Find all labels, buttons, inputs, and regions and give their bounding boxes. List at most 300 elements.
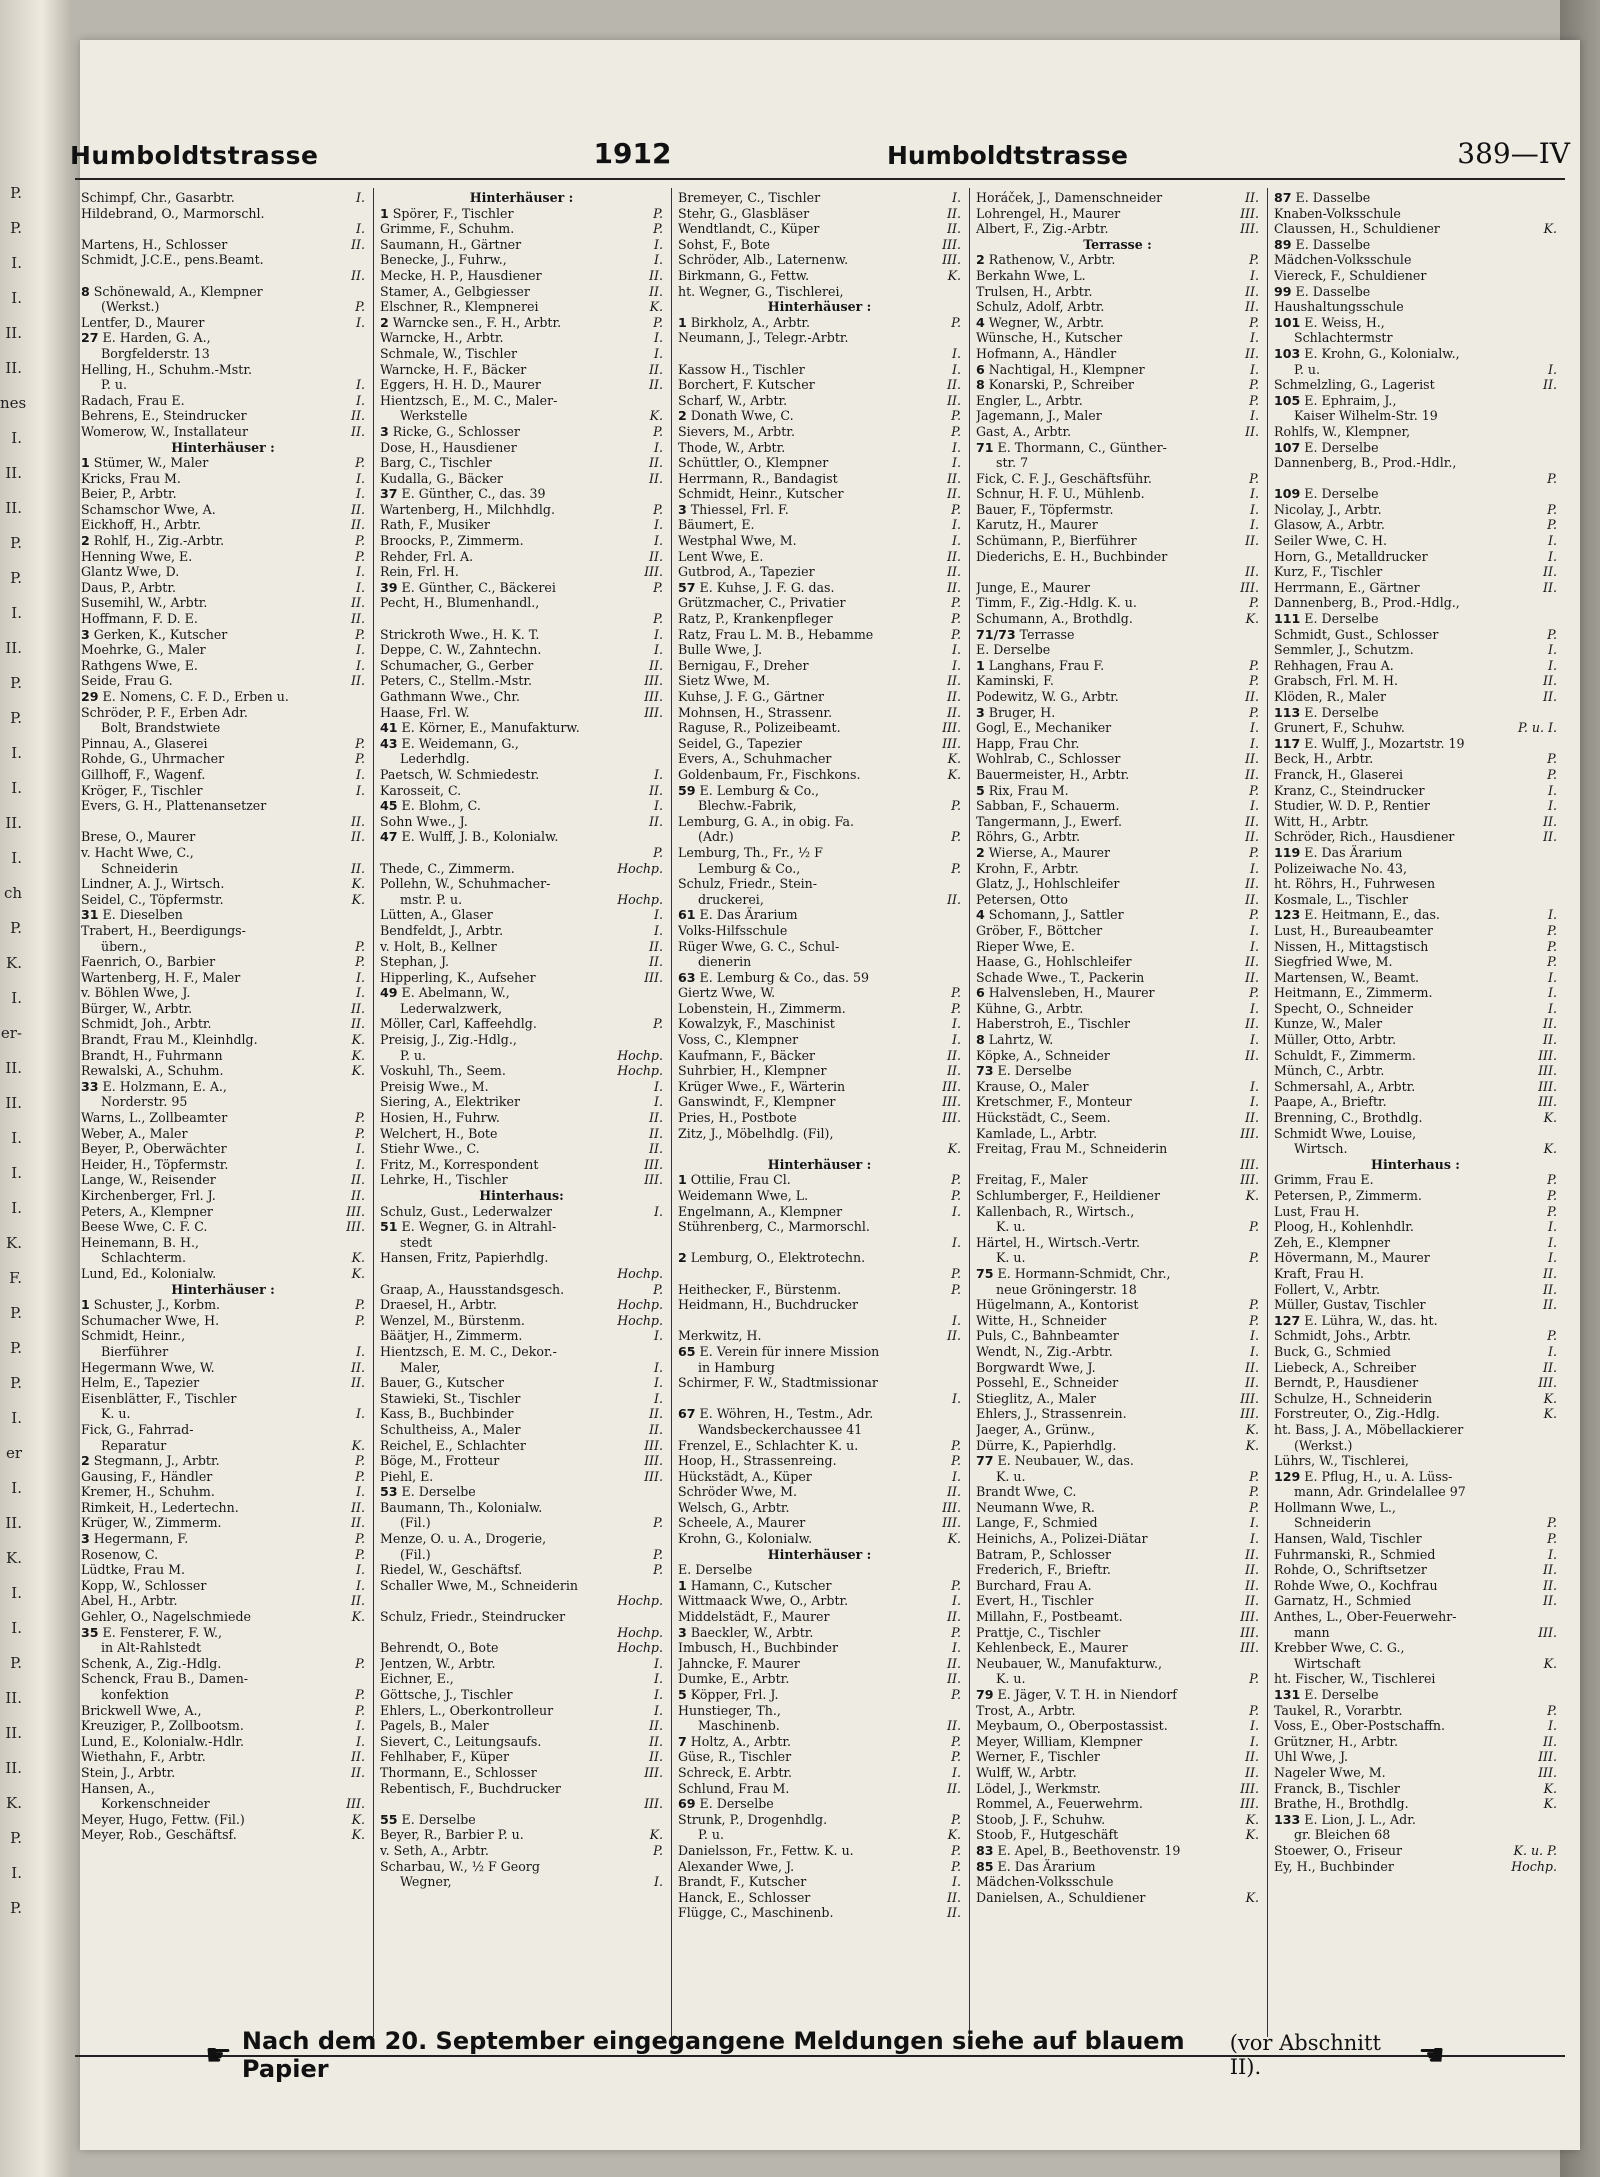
house-number: 133 — [1274, 1811, 1301, 1827]
floor-marker: III. — [1240, 1172, 1259, 1188]
floor-marker — [1553, 736, 1557, 752]
resident-entry — [1274, 1765, 1557, 1781]
resident-entry — [976, 1438, 1259, 1454]
resident-entry — [81, 517, 365, 533]
entry-text: Kurz, F., Tischler — [1274, 564, 1383, 580]
floor-marker: P. — [1547, 1172, 1557, 1188]
entry-text: Gogl, E., Mechaniker — [976, 720, 1112, 736]
entry-text: Fehlhaber, F., Küper — [380, 1749, 509, 1765]
entry-text: Eickhoff, H., Arbtr. — [81, 517, 201, 533]
entry-text: Mädchen-Volksschule — [976, 1874, 1114, 1890]
entry-text: Schlachtermstr — [1294, 330, 1393, 346]
resident-entry — [81, 1578, 365, 1594]
entry-text: Jagemann, J., Maler — [976, 408, 1102, 424]
floor-marker — [361, 346, 365, 362]
floor-marker: II. — [947, 221, 961, 237]
floor-marker: II. — [947, 1655, 961, 1671]
entry-text: Brandt, F., Kutscher — [678, 1874, 807, 1890]
floor-marker — [659, 595, 663, 611]
house-number: 3 — [678, 1624, 687, 1640]
resident-entry — [976, 1796, 1259, 1812]
entry-text: Holtz, A., Arbtr. — [690, 1733, 792, 1749]
entry-text: Wandsbeckerchaussee 41 — [698, 1421, 863, 1437]
entry-text: in Alt-Rahlstedt — [101, 1640, 202, 1656]
pointing-hand-left-icon: ☛ — [205, 2037, 232, 2073]
entry-text: Timm, F., Zig.-Hdlg. K. u. — [976, 595, 1137, 611]
resident-entry — [1274, 252, 1557, 268]
house-number: 45 — [380, 798, 398, 814]
edge-mark: K. — [6, 1549, 22, 1567]
house-number: 41 — [380, 720, 398, 736]
floor-marker: I. — [1250, 1000, 1259, 1016]
entry-text: Franck, H., Glaserei — [1274, 766, 1404, 782]
resident-entry — [1274, 455, 1557, 471]
floor-marker: III. — [644, 1437, 663, 1453]
floor-marker: I. — [952, 1593, 961, 1609]
floor-marker: II. — [649, 1125, 663, 1141]
floor-marker: II. — [351, 673, 365, 689]
house-entry — [976, 985, 1259, 1001]
entry-text: Nageler Wwe, M. — [1274, 1764, 1386, 1780]
floor-marker: II. — [351, 236, 365, 252]
resident-entry — [380, 1001, 663, 1017]
entry-text: Lund, E., Kolonialw.-Hdlr. — [81, 1733, 245, 1749]
entry-text: Güse, R., Tischler — [678, 1749, 792, 1765]
entry-text: Sievert, C., Leitungsaufs. — [380, 1733, 542, 1749]
entry-text: Lahrtz, W. — [988, 1032, 1054, 1048]
header-year: 1912 — [593, 137, 672, 170]
floor-marker: P. — [1249, 377, 1259, 393]
house-number: 85 — [976, 1858, 994, 1874]
floor-marker: I. — [654, 1390, 663, 1406]
floor-marker — [659, 736, 663, 752]
floor-marker: I. — [654, 626, 663, 642]
entry-text: Herrmann, E., Gärtner — [1274, 579, 1420, 595]
resident-entry — [81, 393, 365, 409]
resident-entry — [976, 1126, 1259, 1142]
resident-entry — [1274, 1438, 1557, 1454]
resident-entry — [976, 1016, 1259, 1032]
resident-entry — [81, 845, 365, 861]
floor-marker: K. — [351, 1032, 365, 1048]
resident-entry — [976, 455, 1259, 471]
floor-marker: I. — [356, 1406, 365, 1422]
resident-entry — [976, 1001, 1259, 1017]
header-right-street: Humboldtstrasse — [886, 141, 1128, 170]
floor-marker: III. — [644, 689, 663, 704]
resident-entry — [678, 1110, 961, 1126]
entry-text: Rüger Wwe, G. C., Schul- — [678, 938, 840, 954]
entry-text: Bauermeister, H., Arbtr. — [976, 766, 1130, 782]
entry-text: Brandt, Frau M., Kleinhdlg. — [81, 1032, 258, 1048]
floor-marker: P. — [1249, 1297, 1259, 1313]
resident-entry — [380, 1344, 663, 1360]
entry-text: Stamer, A., Gelbgiesser — [380, 283, 530, 299]
resident-entry — [81, 252, 365, 268]
floor-marker: K. — [947, 267, 961, 283]
resident-entry — [678, 1328, 961, 1344]
floor-marker: II. — [947, 891, 961, 907]
entry-text: Lange, F., Schmied — [976, 1515, 1098, 1531]
entry-text: Liebeck, A., Schreiber — [1274, 1359, 1416, 1375]
floor-marker: I. — [1548, 1718, 1557, 1734]
resident-entry — [976, 393, 1259, 409]
resident-entry — [380, 252, 663, 268]
entry-text: Schröder Wwe, M. — [678, 1484, 798, 1500]
section-heading-text: Hinterhäuser : — [767, 1546, 872, 1562]
edge-mark: II. — [5, 359, 22, 377]
house-entry — [81, 907, 365, 923]
floor-marker: I. — [654, 533, 663, 549]
floor-marker: II. — [649, 283, 663, 299]
floor-marker — [957, 939, 961, 955]
resident-entry — [380, 1609, 663, 1625]
resident-entry — [380, 673, 663, 689]
entry-text: Dumke, E., Arbtr. — [678, 1671, 790, 1687]
house-entry — [380, 424, 663, 440]
resident-entry — [1274, 1126, 1557, 1142]
entry-text: Krebber Wwe, C. G., — [1274, 1640, 1405, 1656]
floor-marker: I. — [356, 579, 365, 595]
floor-marker: I. — [1548, 533, 1557, 549]
floor-marker: I. — [356, 782, 365, 798]
entry-text: Behrendt, O., Bote — [380, 1640, 499, 1656]
entry-text: Mädchen-Volksschule — [1274, 252, 1412, 268]
entry-text: Baumann, Th., Kolonialw. — [380, 1499, 543, 1515]
floor-marker: III. — [1240, 1624, 1259, 1640]
floor-marker — [957, 1796, 961, 1812]
house-entry — [81, 1079, 365, 1095]
floor-marker — [957, 923, 961, 939]
entry-text: Rosenow, C. — [81, 1546, 159, 1562]
edge-mark: K. — [6, 1234, 22, 1252]
house-entry — [678, 1250, 961, 1266]
resident-entry — [81, 658, 365, 674]
resident-entry — [380, 408, 663, 424]
resident-entry — [1274, 673, 1557, 689]
entry-text: ht. Wegner, G., Tischlerei, — [678, 283, 844, 299]
floor-marker: I. — [654, 1328, 663, 1344]
floor-marker: I. — [654, 922, 663, 938]
floor-marker: I. — [1250, 1078, 1259, 1094]
resident-entry — [81, 923, 365, 939]
entry-text: Rehder, Frl. A. — [380, 548, 474, 564]
floor-marker: III. — [942, 1515, 961, 1531]
floor-marker: I. — [356, 1343, 365, 1359]
resident-entry — [1274, 1859, 1557, 1875]
entry-text: Konarski, P., Schreiber — [988, 377, 1134, 393]
resident-entry — [380, 1859, 663, 1875]
floor-marker: P. — [1547, 1531, 1557, 1547]
floor-marker: I. — [654, 1078, 663, 1094]
entry-text: Wendtlandt, C., Küper — [678, 221, 820, 237]
floor-marker: II. — [1245, 1764, 1259, 1780]
resident-entry — [81, 970, 365, 986]
floor-marker: Hochp. — [617, 1297, 663, 1313]
resident-entry — [1274, 1344, 1557, 1360]
floor-marker: III. — [644, 1172, 663, 1188]
resident-entry — [678, 1562, 961, 1578]
floor-marker — [361, 1422, 365, 1438]
edge-mark: I. — [11, 989, 22, 1007]
floor-marker: II. — [947, 1671, 961, 1687]
section-heading-text: Hinterhaus : — [1371, 1156, 1460, 1172]
edge-mark: I. — [11, 744, 22, 762]
floor-marker — [957, 1250, 961, 1266]
entry-text: Hofmann, A., Händler — [976, 345, 1117, 361]
floor-marker: P. — [355, 938, 365, 954]
resident-entry — [81, 299, 365, 315]
floor-marker: P. — [1249, 844, 1259, 860]
house-entry — [380, 206, 663, 222]
entry-text: E. Derselbe — [1304, 704, 1379, 720]
resident-entry — [1274, 627, 1557, 643]
resident-entry — [81, 1827, 365, 1843]
entry-text: Schümann, P., Bierführer — [976, 533, 1137, 549]
floor-marker: I. — [1250, 1328, 1259, 1344]
resident-entry — [81, 1703, 365, 1719]
entry-text: E. Ephraim, J., — [1304, 392, 1397, 408]
floor-marker: II. — [1245, 564, 1259, 580]
resident-entry — [380, 268, 663, 284]
entry-text: Birkholz, A., Arbtr. — [690, 314, 811, 330]
resident-entry — [380, 1328, 663, 1344]
edge-mark: K. — [6, 954, 22, 972]
floor-marker: III. — [1240, 1796, 1259, 1812]
floor-marker: I. — [952, 1203, 961, 1219]
entry-text: Riedel, W., Geschäftsf. — [380, 1562, 523, 1578]
resident-entry — [380, 1141, 663, 1157]
edge-mark: P. — [10, 569, 22, 587]
floor-marker: II. — [1543, 1032, 1557, 1048]
section-heading — [678, 1547, 961, 1563]
floor-marker: III. — [942, 1094, 961, 1110]
resident-entry — [81, 1781, 365, 1797]
entry-text: Menze, O. u. A., Drogerie, — [380, 1531, 547, 1547]
floor-marker: III. — [1240, 205, 1259, 221]
floor-marker: III. — [644, 969, 663, 985]
resident-entry — [678, 1609, 961, 1625]
resident-entry — [976, 299, 1259, 315]
entry-text: Schröder, P. F., Erben Adr. — [81, 704, 248, 720]
entry-text: E. Krohn, G., Kolonialw., — [1304, 345, 1460, 361]
floor-marker: I. — [356, 377, 365, 393]
floor-marker: K. — [351, 891, 365, 907]
resident-entry — [1274, 1250, 1557, 1266]
floor-marker — [957, 1219, 961, 1235]
floor-marker: I. — [356, 969, 365, 985]
resident-entry — [81, 798, 365, 814]
resident-entry — [678, 1297, 961, 1313]
floor-marker — [957, 814, 961, 830]
resident-entry — [678, 1235, 961, 1251]
entry-text: Scharf, W., Arbtr. — [678, 392, 788, 408]
house-number: 2 — [678, 1250, 687, 1266]
entry-text: Peters, C., Stellm.-Mstr. — [380, 673, 533, 689]
section-heading-text: Hinterhäuser : — [171, 1281, 275, 1297]
entry-text: Beyer, P., Oberwächter — [81, 1141, 227, 1157]
floor-marker: I. — [1250, 735, 1259, 751]
resident-entry — [81, 1593, 365, 1609]
floor-marker: III. — [1538, 1063, 1557, 1079]
resident-entry — [81, 1375, 365, 1391]
floor-marker: I. — [654, 1874, 663, 1890]
directory-column-5 — [1267, 188, 1565, 2037]
floor-marker: I. — [1548, 907, 1557, 923]
floor-marker: II. — [947, 564, 961, 580]
house-entry — [976, 1453, 1259, 1469]
house-number: 49 — [380, 985, 398, 1001]
entry-text: mann — [1294, 1624, 1330, 1640]
entry-text: Kehlenbeck, E., Maurer — [976, 1640, 1128, 1656]
floor-marker: III. — [942, 735, 961, 751]
floor-marker: I. — [952, 1032, 961, 1048]
entry-text: Schröder, Alb., Laternenw. — [678, 252, 849, 268]
resident-entry — [678, 440, 961, 456]
entry-text: Seidel, G., Tapezier — [678, 735, 802, 751]
entry-text: Draesel, H., Arbtr. — [380, 1297, 497, 1313]
entry-text: E. Dieselben — [102, 907, 183, 923]
floor-marker: II. — [351, 1188, 365, 1203]
entry-text: Sievers, M., Arbtr. — [678, 423, 795, 439]
entry-text: Kretschmer, F., Monteur — [976, 1094, 1132, 1110]
floor-marker — [1553, 299, 1557, 315]
floor-marker: P. — [1547, 938, 1557, 954]
house-entry — [1274, 284, 1557, 300]
house-entry — [81, 330, 365, 346]
entry-text: Millahn, F., Postbeamt. — [976, 1609, 1123, 1625]
entry-text: Köpke, A., Schneider — [976, 1047, 1110, 1063]
house-entry — [1274, 1469, 1557, 1485]
resident-entry — [678, 455, 961, 471]
entry-text: Haase, Frl. W. — [380, 704, 470, 720]
resident-entry — [976, 1718, 1259, 1734]
floor-marker: I. — [356, 564, 365, 580]
resident-entry — [678, 424, 961, 440]
resident-entry — [380, 1734, 663, 1750]
resident-entry — [1274, 1001, 1557, 1017]
pointing-hand-right-icon: ☚ — [1418, 2037, 1445, 2073]
floor-marker: P. — [951, 860, 961, 876]
house-entry — [1274, 1812, 1557, 1828]
floor-marker: I. — [654, 1687, 663, 1702]
resident-entry — [678, 1188, 961, 1204]
entry-text: E. Günther, C., Bäckerei — [401, 579, 556, 595]
floor-marker — [1553, 1687, 1557, 1703]
floor-marker: II. — [947, 1063, 961, 1079]
resident-entry — [678, 1422, 961, 1438]
resident-entry — [1274, 861, 1557, 877]
entry-text: Stiehr Wwe., C. — [380, 1141, 480, 1157]
resident-entry — [380, 1687, 663, 1703]
resident-entry — [380, 1422, 663, 1438]
floor-marker: P. — [1249, 1468, 1259, 1484]
entry-text: E. Wulff, J. B., Kolonialw. — [401, 829, 559, 845]
entry-text: Puls, C., Bahnbeamter — [976, 1328, 1119, 1344]
house-entry — [976, 627, 1259, 643]
floor-marker: P. — [1547, 1188, 1557, 1203]
entry-text: Borchert, F. Kutscher — [678, 377, 815, 393]
resident-entry — [678, 1313, 961, 1329]
floor-marker — [659, 1235, 663, 1251]
floor-marker — [659, 1578, 663, 1594]
house-entry — [380, 486, 663, 502]
entry-text: Rimkeit, H., Ledertechn. — [81, 1499, 239, 1515]
floor-marker: P. — [355, 1655, 365, 1671]
house-number: 79 — [976, 1687, 994, 1702]
floor-marker — [957, 783, 961, 799]
house-number: 55 — [380, 1811, 398, 1827]
resident-entry — [976, 814, 1259, 830]
resident-entry — [1274, 1609, 1557, 1625]
entry-text: Welsch, G., Arbtr. — [678, 1499, 790, 1515]
floor-marker — [1553, 346, 1557, 362]
floor-marker: III. — [1538, 1375, 1557, 1391]
resident-entry — [678, 393, 961, 409]
floor-marker: II. — [649, 782, 663, 798]
resident-entry — [81, 1656, 365, 1672]
entry-text: Wenzel, M., Bürstenm. — [380, 1312, 525, 1328]
floor-marker: K. — [1543, 221, 1557, 237]
house-number: 119 — [1274, 844, 1301, 860]
resident-entry — [1274, 564, 1557, 580]
floor-marker: P. — [355, 1125, 365, 1141]
resident-entry — [81, 1172, 365, 1188]
resident-entry — [380, 876, 663, 892]
floor-marker — [957, 970, 961, 986]
entry-text: Middelstädt, F., Maurer — [678, 1609, 830, 1625]
edge-mark: P. — [10, 919, 22, 937]
entry-text: Suhrbier, H., Klempner — [678, 1063, 827, 1079]
resident-entry — [976, 673, 1259, 689]
edge-mark: II. — [5, 1724, 22, 1742]
floor-marker: P. — [951, 1687, 961, 1702]
resident-entry — [976, 1827, 1259, 1843]
resident-entry — [976, 580, 1259, 596]
edge-mark: I. — [11, 429, 22, 447]
floor-marker: II. — [1543, 579, 1557, 595]
floor-marker: K. — [1245, 1889, 1259, 1905]
house-number: 3 — [81, 1531, 90, 1547]
floor-marker: II. — [351, 860, 365, 876]
house-entry — [1274, 315, 1557, 331]
house-number: 1 — [678, 1172, 687, 1188]
entry-text: Womerow, W., Installateur — [81, 423, 249, 439]
house-entry — [678, 1344, 961, 1360]
entry-text: Rath, F., Musiker — [380, 517, 490, 533]
resident-entry — [976, 471, 1259, 487]
entry-text: Krause, O., Maler — [976, 1078, 1089, 1094]
entry-text: Viereck, F., Schuldiener — [1274, 267, 1427, 283]
resident-entry — [1274, 1781, 1557, 1797]
floor-marker — [659, 1484, 663, 1500]
entry-text: Rohlf, H., Zig.-Arbtr. — [93, 533, 225, 549]
entry-text: Freitag, Frau M., Schneiderin — [976, 1141, 1168, 1157]
house-number: 3 — [81, 626, 90, 642]
floor-marker — [361, 689, 365, 705]
resident-entry — [380, 284, 663, 300]
entry-text: Rohde Wwe, O., Kochfrau — [1274, 1577, 1438, 1593]
floor-marker — [361, 1625, 365, 1641]
resident-entry — [380, 705, 663, 721]
resident-entry — [976, 190, 1259, 206]
floor-marker — [1553, 1313, 1557, 1329]
resident-entry — [678, 284, 961, 300]
edge-mark: I. — [11, 1619, 22, 1637]
floor-marker — [957, 1360, 961, 1376]
resident-entry — [976, 970, 1259, 986]
entry-text: Hegermann Wwe, W. — [81, 1359, 215, 1375]
